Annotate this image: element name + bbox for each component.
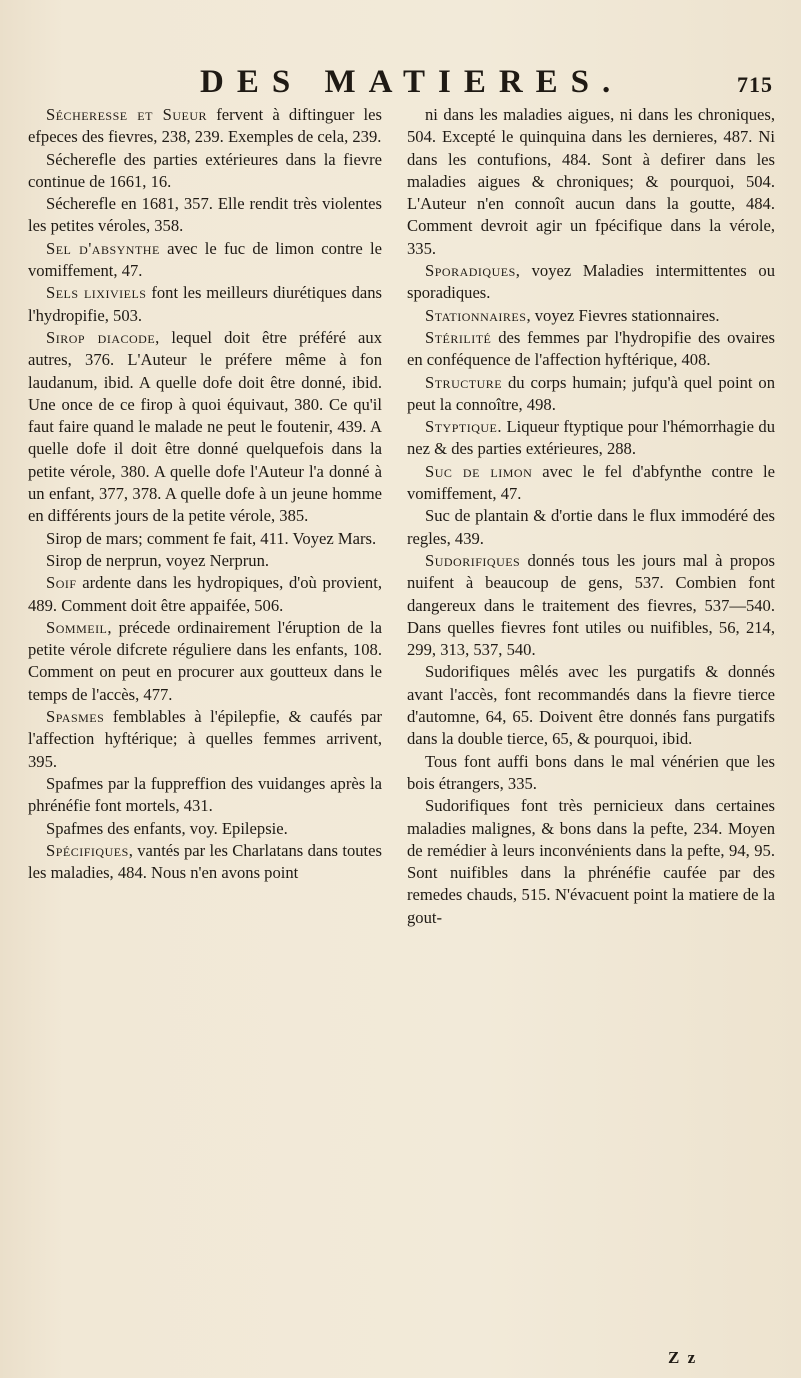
entry-text: Suc de plantain & d'ortie dans le flux immodéré des regles, 439. bbox=[407, 506, 775, 548]
entry-text: font les meilleurs diurétiques dans l'hydropifie, 503. bbox=[28, 283, 382, 325]
index-entry bbox=[407, 550, 775, 661]
index-entry bbox=[407, 461, 775, 506]
entry-heading: Spécifiques bbox=[46, 840, 129, 860]
entry-text: Spafmes par la fuppreffion des vuidanges après la phrénéfie font mortels, 431. bbox=[28, 773, 382, 816]
index-entry bbox=[407, 505, 775, 550]
index-entry bbox=[28, 149, 382, 194]
index-entry bbox=[407, 104, 775, 260]
entry-text: ni dans les maladies aigues, ni dans les chroniques, 504. Excepté le quinquina dans les dernieres, 487. Ni dans les contufions, 484. Sont à defirer dans les maladies aigues & chroniques; & pourquoi, 504. L'Auteur n'en connoît aucun dans la goutte, 484. Comment devroit agir un fpécifique dans la vérole, 335. bbox=[407, 105, 775, 258]
index-entry bbox=[407, 795, 775, 929]
index-entry bbox=[28, 773, 382, 818]
index-entry bbox=[28, 282, 382, 327]
index-column-right bbox=[407, 104, 775, 929]
entry-text: Sirop de mars; comment fe fait, 411. Voyez Mars. bbox=[46, 528, 377, 548]
entry-text: Sudorifiques mêlés avec les purgatifs & donnés avant l'accès, font recommandés dans la fievre tierce d'automne, 64, 65. Doivent être donnés fans purgatifs dans la double tierce, 65, & pourquoi, ibid. bbox=[407, 662, 775, 749]
entry-heading: Sudorifiques bbox=[425, 550, 521, 570]
index-entry bbox=[407, 327, 775, 372]
entry-text: du corps humain; jufqu'à quel point on peut la connoître, 498. bbox=[407, 372, 775, 414]
entry-text: Sécherefle des parties extérieures dans la fievre continue de 1661, 16. bbox=[28, 149, 382, 191]
index-entry bbox=[407, 751, 775, 796]
entry-heading: Sel d'absynthe bbox=[46, 238, 160, 258]
entry-text: , précede ordinairement l'éruption de la petite vérole difcrete réguliere dans les enfants, 108. Comment on peut en procurer aux goutteux dans le temps de l'accès, 477. bbox=[28, 617, 382, 704]
index-entry bbox=[28, 617, 382, 706]
index-entry bbox=[407, 305, 775, 327]
running-head-title: DES MATIERES. bbox=[200, 64, 624, 100]
running-head bbox=[60, 64, 773, 104]
entry-text: femblables à l'épilepfie, & caufés par l'affection hyftérique; à quelles femmes arrivent, 395. bbox=[28, 707, 382, 771]
entry-text: Liqueur ftyptique pour l'hémorrhagie du nez & des parties extérieures, 288. bbox=[407, 417, 775, 459]
entry-text: avec le fuc de limon contre le vomiffement, 47. bbox=[28, 238, 382, 281]
entry-text: fervent à diftinguer les efpeces des fievres, 238, 239. Exemples de cela, 239. bbox=[28, 105, 382, 147]
index-column-left bbox=[28, 104, 382, 884]
index-entry bbox=[28, 818, 382, 840]
entry-heading: Sirop diacode bbox=[46, 327, 156, 347]
entry-heading: Stationnaires bbox=[425, 305, 527, 325]
entry-heading: Sporadiques bbox=[425, 261, 516, 281]
page-number: 715 bbox=[737, 72, 773, 97]
index-entry bbox=[28, 706, 382, 773]
entry-text: avec le fel d'abfynthe contre le vomiffement, 47. bbox=[407, 461, 775, 504]
index-entry bbox=[407, 661, 775, 750]
entry-text: , vantés par les Charlatans dans toutes les maladies, 484. Nous n'en avons point bbox=[28, 840, 382, 883]
entry-text: Tous font auffi bons dans le mal vénérien que les bois étrangers, 335. bbox=[407, 751, 775, 793]
index-entry bbox=[407, 372, 775, 417]
entry-heading: Spasmes bbox=[46, 707, 105, 727]
entry-text: donnés tous les jours mal à propos nuifent à beaucoup de gens, 537. Combien font dangereux dans le traitement des fievres, 537—540. Dans quelles fievres font utiles ou nuifibles, 56, 214, 299, 313, 537, 540. bbox=[407, 550, 775, 660]
entry-heading: Sommeil bbox=[46, 617, 108, 637]
index-entry bbox=[407, 260, 775, 305]
entry-text: Sirop de nerprun, voyez Nerprun. bbox=[46, 550, 270, 570]
entry-text: , lequel doit être préféré aux autres, 376. L'Auteur le préfere même à fon laudanum, ibid. A quelle dofe doit être donné, ibid. Une once de ce firop à quoi équivaut, 380. Ce qu'il faut faire quand le malade ne peut le foutenir, 439. A quelle dofe il doit être donné quelquefois dans la petite vérole, 380. A quelle dofe l'Auteur l'a donné à un enfant, 377, 378. A quelle dofe à un jeune homme en différents jours de la petite vérole, 385. bbox=[28, 327, 382, 526]
index-entry bbox=[28, 327, 382, 528]
index-entry bbox=[28, 840, 382, 885]
index-entry bbox=[407, 416, 775, 461]
entry-heading: Sels lixiviels bbox=[46, 283, 147, 303]
signature-mark: Z z bbox=[668, 1348, 698, 1367]
entry-text: , voyez Fievres stationnaires. bbox=[526, 305, 720, 325]
entry-heading: Stérilité bbox=[425, 327, 492, 347]
entry-text: Sécherefle en 1681, 357. Elle rendit très violentes les petites véroles, 358. bbox=[28, 194, 382, 236]
entry-heading: Suc de limon bbox=[425, 461, 533, 481]
entry-heading: Soif bbox=[46, 573, 77, 593]
index-entry bbox=[28, 193, 382, 238]
entry-text: Spafmes des enfants, voy. Epilepsie. bbox=[46, 818, 288, 838]
index-entry bbox=[28, 550, 382, 572]
index-entry bbox=[28, 104, 382, 149]
entry-heading: Styptique. bbox=[425, 417, 503, 437]
entry-text: des femmes par l'hydropifie des ovaires en conféquence de l'affection hyftérique, 408. bbox=[407, 327, 775, 370]
entry-text: ardente dans les hydropiques, d'où provient, 489. Comment doit être appaifée, 506. bbox=[28, 573, 382, 615]
index-entry bbox=[28, 238, 382, 283]
index-entry bbox=[28, 528, 382, 550]
index-entry bbox=[28, 572, 382, 617]
entry-text: , voyez Maladies intermittentes ou sporadiques. bbox=[407, 261, 775, 303]
entry-heading: Sécheresse et Sueur bbox=[46, 105, 208, 124]
entry-heading: Structure bbox=[425, 372, 503, 392]
entry-text: Sudorifiques font très pernicieux dans certaines maladies malignes, & bons dans la pefte, 234. Moyen de remédier à leurs inconvénients dans la pefte, 94, 95. Sont nuifibles dans la phrénéfie caufée par des remedes chauds, 515. N'évacuent point la matiere de la gout- bbox=[407, 796, 775, 927]
